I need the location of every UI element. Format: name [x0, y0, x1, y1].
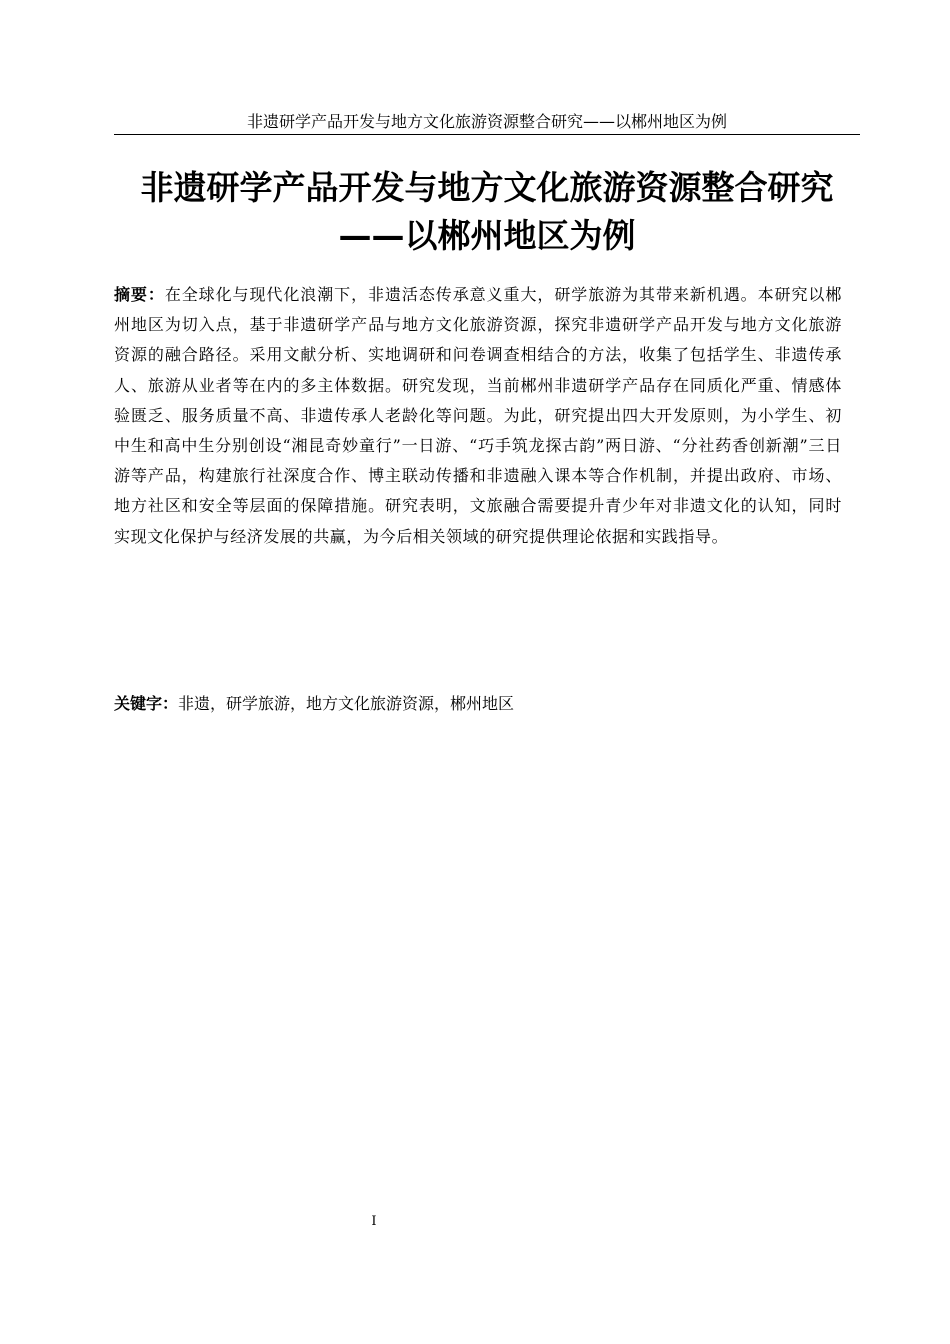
document-title — [100, 164, 874, 260]
abstract-paragraph — [114, 280, 842, 552]
keywords-text: 非遗，研学旅游，地方文化旅游资源，郴州地区 — [178, 694, 515, 713]
header-rule — [114, 134, 860, 135]
title-line-2: ——以郴州地区为例 — [338, 216, 636, 255]
running-header: 非遗研学产品开发与地方文化旅游资源整合研究——以郴州地区为例 — [246, 112, 727, 131]
abstract-text: 在全球化与现代化浪潮下，非遗活态传承意义重大，研学旅游为其带来新机遇。本研究以郴州地区为切入点，基于非遗研学产品与地方文化旅游资源，探究非遗研学产品开发与地方文化旅游资源的融合路径。采用文献分析、实地调研和问卷调查相结合的方法，收集了包括学生、非遗传承人、旅游从业者等在内的多主体数据。研究发现，当前郴州非遗研学产品存在同质化严重、情感体验匮乏、服务质量不高、非遗传承人老龄化等问题。为此，研究提出四大开发原则，为小学生、初中生和高中生分别创设“湘昆奇妙童行”一日游、“巧手筑龙探古韵”两日游、“分社药香创新潮”三日游等产品，构建旅行社深度合作、博主联动传播和非遗融入课本等合作机制，并提出政府、市场、地方社区和安全等层面的保障措施。研究表明，文旅融合需要提升青少年对非遗文化的认知，同时实现文化保护与经济发展的共赢，为今后相关领域的研究提供理论依据和实践指导。 — [114, 285, 842, 546]
keywords-label: 关键字： — [114, 694, 179, 713]
title-line-1: 非遗研学产品开发与地方文化旅游资源整合研究 — [140, 168, 834, 207]
page-number: I — [371, 1214, 377, 1229]
abstract-label: 摘要： — [114, 285, 165, 304]
keywords-paragraph — [114, 690, 842, 718]
